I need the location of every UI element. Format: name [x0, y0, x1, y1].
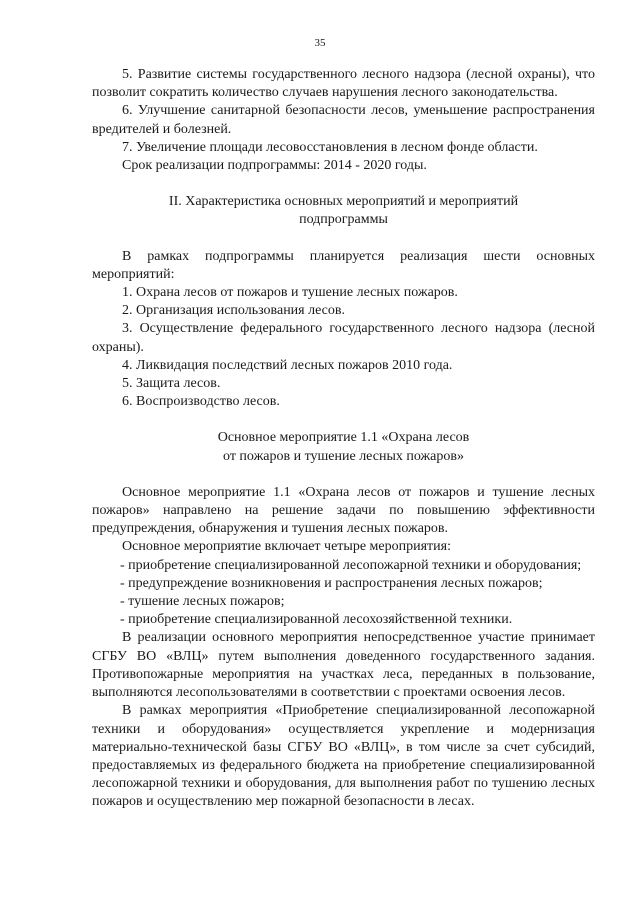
section-intro-paragraph: В рамках подпрограммы планируется реализация шести основных мероприятий:	[92, 248, 595, 282]
measure-1-1-item-3: - тушение лесных пожаров;	[120, 594, 285, 610]
section-heading	[92, 193, 595, 229]
measure-2: 2. Организация использования лесов.	[122, 303, 345, 319]
measure-6: 6. Воспроизводство лесов.	[122, 394, 280, 410]
measure-4: 4. Ликвидация последствий лесных пожаров 2010 года.	[122, 357, 453, 373]
measure-1-1-description: Основное мероприятие 1.1 «Охрана лесов от пожаров и тушение лесных пожаров» направлено на решение задачи по повышению эффективности предупреждения, обнаружения и тушения лесных пожаров.	[92, 484, 595, 537]
program-term-paragraph: Срок реализации подпрограммы: 2014 - 2020 годы.	[122, 158, 427, 174]
implementation-paragraph: В реализации основного мероприятия непосредственное участие принимает СГБУ ВО «ВЛЦ» путем выполнения доведенного государственного задания. Противопожарные мероприятия на участках леса, переданных в пользование, выполняются лесопользователями в соответствии с проектами освоения лесов.	[92, 630, 595, 701]
page-number: 35	[314, 37, 326, 49]
measure-1-1-item-2: - предупреждение возникновения и распространения лесных пожаров;	[120, 575, 543, 591]
section-heading-line-2: подпрограммы	[299, 212, 388, 228]
equipment-purchase-paragraph: В рамках мероприятия «Приобретение специализированной лесопожарной техники и оборудования» осуществляется укрепление и модернизация материально-технической базы СГБУ ВО «ВЛЦ», в том числе за счет субсидий, предоставляемых из федерального бюджета на приобретение специализированной лесопожарной техники и оборудования, для выполнения работ по тушению лесных пожаров и осуществлению мер пожарной безопасности в лесах.	[92, 703, 595, 810]
measure-1-1-item-4: - приобретение специализированной лесохозяйственной техники.	[120, 612, 513, 628]
section-heading-line-1: II. Характеристика основных мероприятий и мероприятий	[168, 194, 519, 210]
measure-3: 3. Осуществление федерального государственного лесного надзора (лесной охраны).	[92, 321, 595, 355]
document-body	[92, 66, 595, 812]
measure-1-1-item-1: - приобретение специализированной лесопожарной техники и оборудования;	[120, 557, 582, 573]
subsection-heading-line-2: от пожаров и тушение лесных пожаров»	[223, 448, 464, 464]
subsection-heading-line-1: Основное мероприятие 1.1 «Охрана лесов	[217, 430, 470, 446]
measure-1-1-items-intro: Основное мероприятие включает четыре мероприятия:	[122, 539, 451, 555]
subsection-heading	[92, 429, 595, 465]
measure-1: 1. Охрана лесов от пожаров и тушение лесных пожаров.	[122, 285, 458, 301]
goal-5-paragraph: 5. Развитие системы государственного лесного надзора (лесной охраны), что позволит сократить количество случаев нарушения лесного законодательства.	[92, 67, 595, 101]
goal-6-paragraph: 6. Улучшение санитарной безопасности лесов, уменьшение распространения вредителей и болезней.	[92, 103, 595, 137]
goal-7-paragraph: 7. Увеличение площади лесовосстановления в лесном фонде области.	[122, 139, 538, 155]
measure-5: 5. Защита лесов.	[122, 376, 221, 392]
